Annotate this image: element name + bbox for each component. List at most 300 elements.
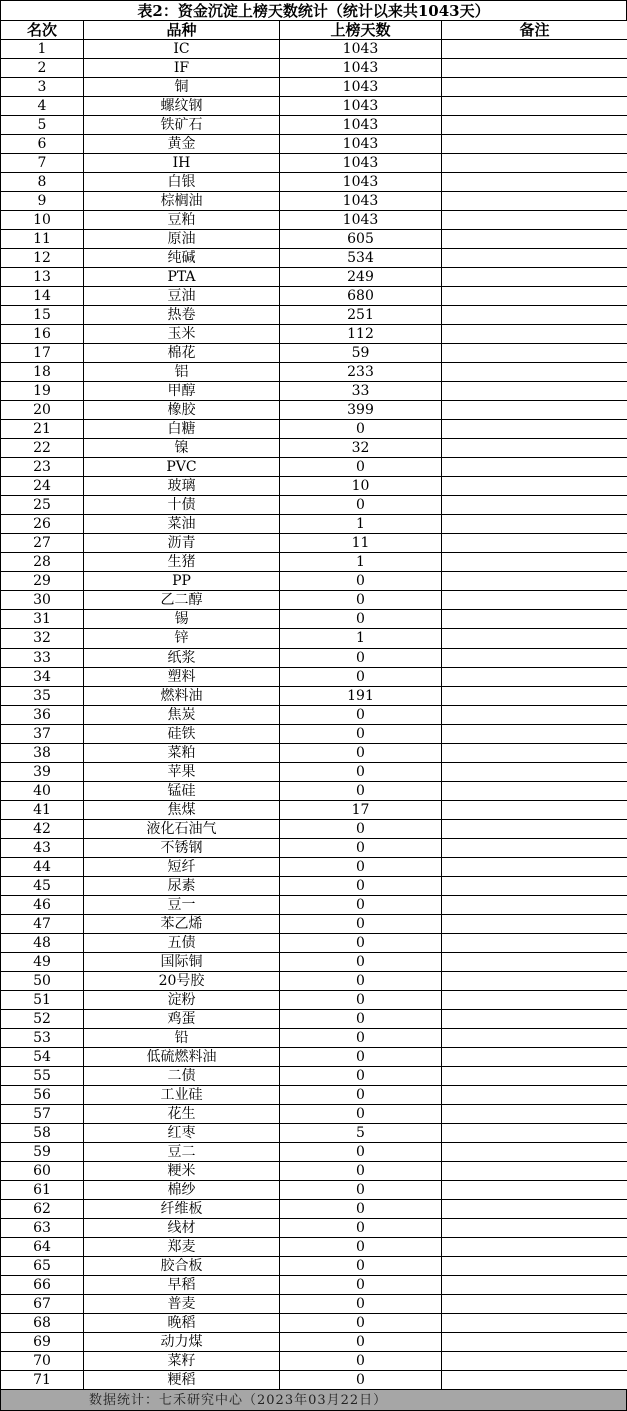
table-row: [1, 553, 627, 572]
variety-cell: 纸浆: [84, 648, 280, 667]
table-row: [1, 933, 627, 952]
days-cell: 0: [280, 1085, 442, 1104]
rank-cell: 5: [1, 116, 84, 135]
note-cell: [442, 686, 627, 705]
note-cell: [442, 439, 627, 458]
days-cell: 0: [280, 743, 442, 762]
table-row: [1, 1161, 627, 1180]
table-row: [1, 1237, 627, 1256]
rank-cell: 13: [1, 268, 84, 287]
rank-cell: 43: [1, 838, 84, 857]
rank-cell: 34: [1, 667, 84, 686]
days-cell: 0: [280, 952, 442, 971]
note-cell: [442, 914, 627, 933]
variety-cell: 菜油: [84, 515, 280, 534]
days-cell: 233: [280, 363, 442, 382]
variety-cell: 郑麦: [84, 1237, 280, 1256]
table-row: [1, 477, 627, 496]
variety-cell: 粳稻: [84, 1371, 280, 1390]
table-row: [1, 116, 627, 135]
days-cell: 0: [280, 1104, 442, 1123]
days-cell: 0: [280, 1180, 442, 1199]
variety-cell: 二债: [84, 1066, 280, 1085]
days-cell: 0: [280, 1352, 442, 1371]
data-source-footer: 数据统计：七禾研究中心（2023年03月22日）: [0, 1390, 627, 1411]
note-cell: [442, 268, 627, 287]
variety-cell: 硅铁: [84, 724, 280, 743]
table-row: [1, 572, 627, 591]
rank-cell: 47: [1, 914, 84, 933]
rank-cell: 41: [1, 800, 84, 819]
days-cell: 5: [280, 1123, 442, 1142]
table-row: [1, 1085, 627, 1104]
table-title: 表2：资金沉淀上榜天数统计（统计以来共1043天）: [0, 0, 627, 20]
note-cell: [442, 1276, 627, 1295]
note-cell: [442, 895, 627, 914]
table-row: [1, 1257, 627, 1276]
note-cell: [442, 1180, 627, 1199]
days-cell: 1043: [280, 40, 442, 59]
rank-cell: 53: [1, 1028, 84, 1047]
variety-cell: 短纤: [84, 857, 280, 876]
table-row: [1, 781, 627, 800]
rank-cell: 57: [1, 1104, 84, 1123]
variety-cell: 普麦: [84, 1295, 280, 1314]
note-cell: [442, 363, 627, 382]
note-cell: [442, 1352, 627, 1371]
days-cell: 0: [280, 1371, 442, 1390]
rank-cell: 40: [1, 781, 84, 800]
table-row: [1, 496, 627, 515]
table-row: [1, 306, 627, 325]
note-cell: [442, 724, 627, 743]
days-cell: 0: [280, 1314, 442, 1333]
table-row: [1, 97, 627, 116]
table-row: [1, 667, 627, 686]
note-cell: [442, 344, 627, 363]
rank-cell: 65: [1, 1257, 84, 1276]
note-cell: [442, 59, 627, 78]
days-cell: 251: [280, 306, 442, 325]
table-row: [1, 610, 627, 629]
note-cell: [442, 1009, 627, 1028]
rank-cell: 56: [1, 1085, 84, 1104]
note-cell: [442, 97, 627, 116]
rank-cell: 64: [1, 1237, 84, 1256]
table-row: [1, 591, 627, 610]
table-row: [1, 59, 627, 78]
rank-cell: 60: [1, 1161, 84, 1180]
variety-cell: 纤维板: [84, 1199, 280, 1218]
rank-cell: 52: [1, 1009, 84, 1028]
variety-cell: PP: [84, 572, 280, 591]
note-cell: [442, 306, 627, 325]
note-cell: [442, 952, 627, 971]
table-row: [1, 1142, 627, 1161]
note-cell: [442, 1218, 627, 1237]
variety-cell: 鸡蛋: [84, 1009, 280, 1028]
rank-cell: 55: [1, 1066, 84, 1085]
table-row: [1, 135, 627, 154]
rank-cell: 9: [1, 192, 84, 211]
days-cell: 0: [280, 705, 442, 724]
rank-cell: 12: [1, 249, 84, 268]
rank-cell: 18: [1, 363, 84, 382]
variety-cell: 低硫燃料油: [84, 1047, 280, 1066]
days-cell: 0: [280, 857, 442, 876]
variety-cell: 淀粉: [84, 990, 280, 1009]
variety-cell: 玉米: [84, 325, 280, 344]
note-cell: [442, 1295, 627, 1314]
note-cell: [442, 1104, 627, 1123]
days-cell: 0: [280, 648, 442, 667]
rank-cell: 6: [1, 135, 84, 154]
note-cell: [442, 154, 627, 173]
variety-cell: 苯乙烯: [84, 914, 280, 933]
rank-cell: 27: [1, 534, 84, 553]
rank-cell: 67: [1, 1295, 84, 1314]
table-row: [1, 1276, 627, 1295]
rank-cell: 36: [1, 705, 84, 724]
variety-cell: 20号胶: [84, 971, 280, 990]
table-row: [1, 1371, 627, 1390]
variety-cell: 铅: [84, 1028, 280, 1047]
table-row: [1, 1333, 627, 1352]
rank-cell: 24: [1, 477, 84, 496]
rank-cell: 63: [1, 1218, 84, 1237]
rank-cell: 30: [1, 591, 84, 610]
days-cell: 33: [280, 382, 442, 401]
note-cell: [442, 1028, 627, 1047]
days-cell: 1043: [280, 192, 442, 211]
note-cell: [442, 819, 627, 838]
table-row: [1, 914, 627, 933]
variety-cell: 镍: [84, 439, 280, 458]
note-cell: [442, 629, 627, 648]
rank-cell: 54: [1, 1047, 84, 1066]
table-row: [1, 1009, 627, 1028]
note-cell: [442, 1142, 627, 1161]
rank-cell: 20: [1, 401, 84, 420]
days-cell: 680: [280, 287, 442, 306]
note-cell: [442, 249, 627, 268]
note-cell: [442, 477, 627, 496]
table-row: [1, 287, 627, 306]
days-cell: 0: [280, 1161, 442, 1180]
rank-cell: 32: [1, 629, 84, 648]
variety-cell: 不锈钢: [84, 838, 280, 857]
table-row: [1, 876, 627, 895]
days-cell: 59: [280, 344, 442, 363]
note-cell: [442, 211, 627, 230]
note-cell: [442, 325, 627, 344]
days-cell: 1043: [280, 116, 442, 135]
days-cell: 0: [280, 1276, 442, 1295]
rank-cell: 69: [1, 1333, 84, 1352]
variety-cell: 豆一: [84, 895, 280, 914]
rank-cell: 4: [1, 97, 84, 116]
days-cell: 0: [280, 610, 442, 629]
table-row: [1, 724, 627, 743]
table-row: [1, 838, 627, 857]
rank-cell: 42: [1, 819, 84, 838]
days-cell: 0: [280, 781, 442, 800]
variety-cell: 粳米: [84, 1161, 280, 1180]
variety-cell: 焦煤: [84, 800, 280, 819]
variety-cell: 国际铜: [84, 952, 280, 971]
variety-cell: 乙二醇: [84, 591, 280, 610]
days-cell: 0: [280, 1295, 442, 1314]
table-row: [1, 1314, 627, 1333]
table-row: [1, 800, 627, 819]
days-cell: 1043: [280, 173, 442, 192]
days-cell: 32: [280, 439, 442, 458]
days-cell: 399: [280, 401, 442, 420]
rank-cell: 14: [1, 287, 84, 306]
table-row: [1, 401, 627, 420]
table-row: [1, 952, 627, 971]
rank-cell: 71: [1, 1371, 84, 1390]
variety-cell: 生猪: [84, 553, 280, 572]
note-cell: [442, 420, 627, 439]
rank-cell: 59: [1, 1142, 84, 1161]
table-body: [1, 40, 627, 1390]
variety-cell: 黄金: [84, 135, 280, 154]
days-cell: 605: [280, 230, 442, 249]
table-row: [1, 363, 627, 382]
note-cell: [442, 971, 627, 990]
note-cell: [442, 40, 627, 59]
days-cell: 11: [280, 534, 442, 553]
days-cell: 249: [280, 268, 442, 287]
note-cell: [442, 1333, 627, 1352]
rank-cell: 21: [1, 420, 84, 439]
days-cell: 0: [280, 838, 442, 857]
variety-cell: 塑料: [84, 667, 280, 686]
note-cell: [442, 553, 627, 572]
days-cell: 0: [280, 591, 442, 610]
header-row: [1, 21, 627, 40]
table-row: [1, 534, 627, 553]
variety-cell: PTA: [84, 268, 280, 287]
table-row: [1, 230, 627, 249]
table-row: [1, 990, 627, 1009]
variety-cell: 菜籽: [84, 1352, 280, 1371]
days-cell: 0: [280, 762, 442, 781]
variety-cell: 苹果: [84, 762, 280, 781]
note-cell: [442, 458, 627, 477]
table-row: [1, 344, 627, 363]
variety-cell: 液化石油气: [84, 819, 280, 838]
days-cell: 0: [280, 1028, 442, 1047]
rank-cell: 3: [1, 78, 84, 97]
note-cell: [442, 705, 627, 724]
days-cell: 1043: [280, 211, 442, 230]
variety-cell: 燃料油: [84, 686, 280, 705]
days-cell: 1043: [280, 97, 442, 116]
rank-cell: 26: [1, 515, 84, 534]
days-cell: 0: [280, 1142, 442, 1161]
note-cell: [442, 876, 627, 895]
note-cell: [442, 933, 627, 952]
note-cell: [442, 743, 627, 762]
note-cell: [442, 762, 627, 781]
note-cell: [442, 515, 627, 534]
note-cell: [442, 1123, 627, 1142]
table-row: [1, 971, 627, 990]
table-row: [1, 629, 627, 648]
table-row: [1, 895, 627, 914]
note-cell: [442, 1161, 627, 1180]
rank-cell: 39: [1, 762, 84, 781]
days-cell: 17: [280, 800, 442, 819]
days-cell: 0: [280, 819, 442, 838]
note-cell: [442, 78, 627, 97]
variety-cell: 早稻: [84, 1276, 280, 1295]
table-row: [1, 458, 627, 477]
days-cell: 1: [280, 629, 442, 648]
rank-cell: 33: [1, 648, 84, 667]
rank-cell: 49: [1, 952, 84, 971]
days-cell: 191: [280, 686, 442, 705]
days-cell: 0: [280, 1218, 442, 1237]
variety-cell: 十债: [84, 496, 280, 515]
rank-cell: 45: [1, 876, 84, 895]
table-row: [1, 686, 627, 705]
note-cell: [442, 1237, 627, 1256]
days-cell: 1043: [280, 59, 442, 78]
variety-cell: 锰硅: [84, 781, 280, 800]
variety-cell: 甲醇: [84, 382, 280, 401]
days-cell: 0: [280, 895, 442, 914]
table-row: [1, 420, 627, 439]
rank-cell: 38: [1, 743, 84, 762]
variety-cell: 五债: [84, 933, 280, 952]
note-cell: [442, 1257, 627, 1276]
table-row: [1, 1295, 627, 1314]
note-cell: [442, 648, 627, 667]
table-row: [1, 1028, 627, 1047]
variety-cell: 热卷: [84, 306, 280, 325]
variety-cell: 工业硅: [84, 1085, 280, 1104]
table-row: [1, 1047, 627, 1066]
days-cell: 10: [280, 477, 442, 496]
variety-cell: 纯碱: [84, 249, 280, 268]
days-cell: 0: [280, 572, 442, 591]
days-cell: 0: [280, 1257, 442, 1276]
note-cell: [442, 287, 627, 306]
table-row: [1, 192, 627, 211]
table-row: [1, 1180, 627, 1199]
variety-cell: 铝: [84, 363, 280, 382]
table-row: [1, 819, 627, 838]
days-cell: 0: [280, 876, 442, 895]
rank-cell: 1: [1, 40, 84, 59]
variety-cell: 豆粕: [84, 211, 280, 230]
rank-cell: 58: [1, 1123, 84, 1142]
variety-cell: 铜: [84, 78, 280, 97]
header-days: 上榜天数: [280, 21, 442, 40]
rank-cell: 35: [1, 686, 84, 705]
table-row: [1, 1123, 627, 1142]
rank-cell: 37: [1, 724, 84, 743]
days-cell: 1043: [280, 154, 442, 173]
table-row: [1, 1199, 627, 1218]
days-cell: 0: [280, 496, 442, 515]
variety-cell: 豆油: [84, 287, 280, 306]
rank-cell: 8: [1, 173, 84, 192]
note-cell: [442, 192, 627, 211]
days-cell: 112: [280, 325, 442, 344]
note-cell: [442, 135, 627, 154]
table-row: [1, 439, 627, 458]
days-cell: 0: [280, 1009, 442, 1028]
days-cell: 0: [280, 420, 442, 439]
rank-cell: 46: [1, 895, 84, 914]
variety-cell: 线材: [84, 1218, 280, 1237]
note-cell: [442, 230, 627, 249]
days-cell: 0: [280, 724, 442, 743]
days-cell: 534: [280, 249, 442, 268]
rank-cell: 31: [1, 610, 84, 629]
days-cell: 0: [280, 914, 442, 933]
variety-cell: IF: [84, 59, 280, 78]
variety-cell: 豆二: [84, 1142, 280, 1161]
table-row: [1, 382, 627, 401]
table-row: [1, 249, 627, 268]
days-cell: 1043: [280, 135, 442, 154]
note-cell: [442, 1199, 627, 1218]
table-row: [1, 78, 627, 97]
rank-cell: 70: [1, 1352, 84, 1371]
rank-cell: 66: [1, 1276, 84, 1295]
table-row: [1, 705, 627, 724]
note-cell: [442, 1371, 627, 1390]
variety-cell: 焦炭: [84, 705, 280, 724]
variety-cell: PVC: [84, 458, 280, 477]
rank-cell: 68: [1, 1314, 84, 1333]
rank-cell: 61: [1, 1180, 84, 1199]
days-cell: 1: [280, 553, 442, 572]
rank-cell: 19: [1, 382, 84, 401]
note-cell: [442, 1066, 627, 1085]
rank-cell: 11: [1, 230, 84, 249]
note-cell: [442, 173, 627, 192]
days-cell: 0: [280, 1066, 442, 1085]
rank-cell: 51: [1, 990, 84, 1009]
rank-cell: 2: [1, 59, 84, 78]
table-row: [1, 325, 627, 344]
rank-cell: 16: [1, 325, 84, 344]
note-cell: [442, 667, 627, 686]
note-cell: [442, 1047, 627, 1066]
variety-cell: 晚稻: [84, 1314, 280, 1333]
note-cell: [442, 838, 627, 857]
variety-cell: 尿素: [84, 876, 280, 895]
table-row: [1, 1218, 627, 1237]
note-cell: [442, 610, 627, 629]
rank-cell: 7: [1, 154, 84, 173]
days-cell: 0: [280, 1199, 442, 1218]
variety-cell: 胶合板: [84, 1257, 280, 1276]
variety-cell: 棉花: [84, 344, 280, 363]
variety-cell: 沥青: [84, 534, 280, 553]
variety-cell: 白银: [84, 173, 280, 192]
table-row: [1, 1104, 627, 1123]
table-row: [1, 1352, 627, 1371]
variety-cell: 菜粕: [84, 743, 280, 762]
ranking-table: [0, 20, 627, 1390]
